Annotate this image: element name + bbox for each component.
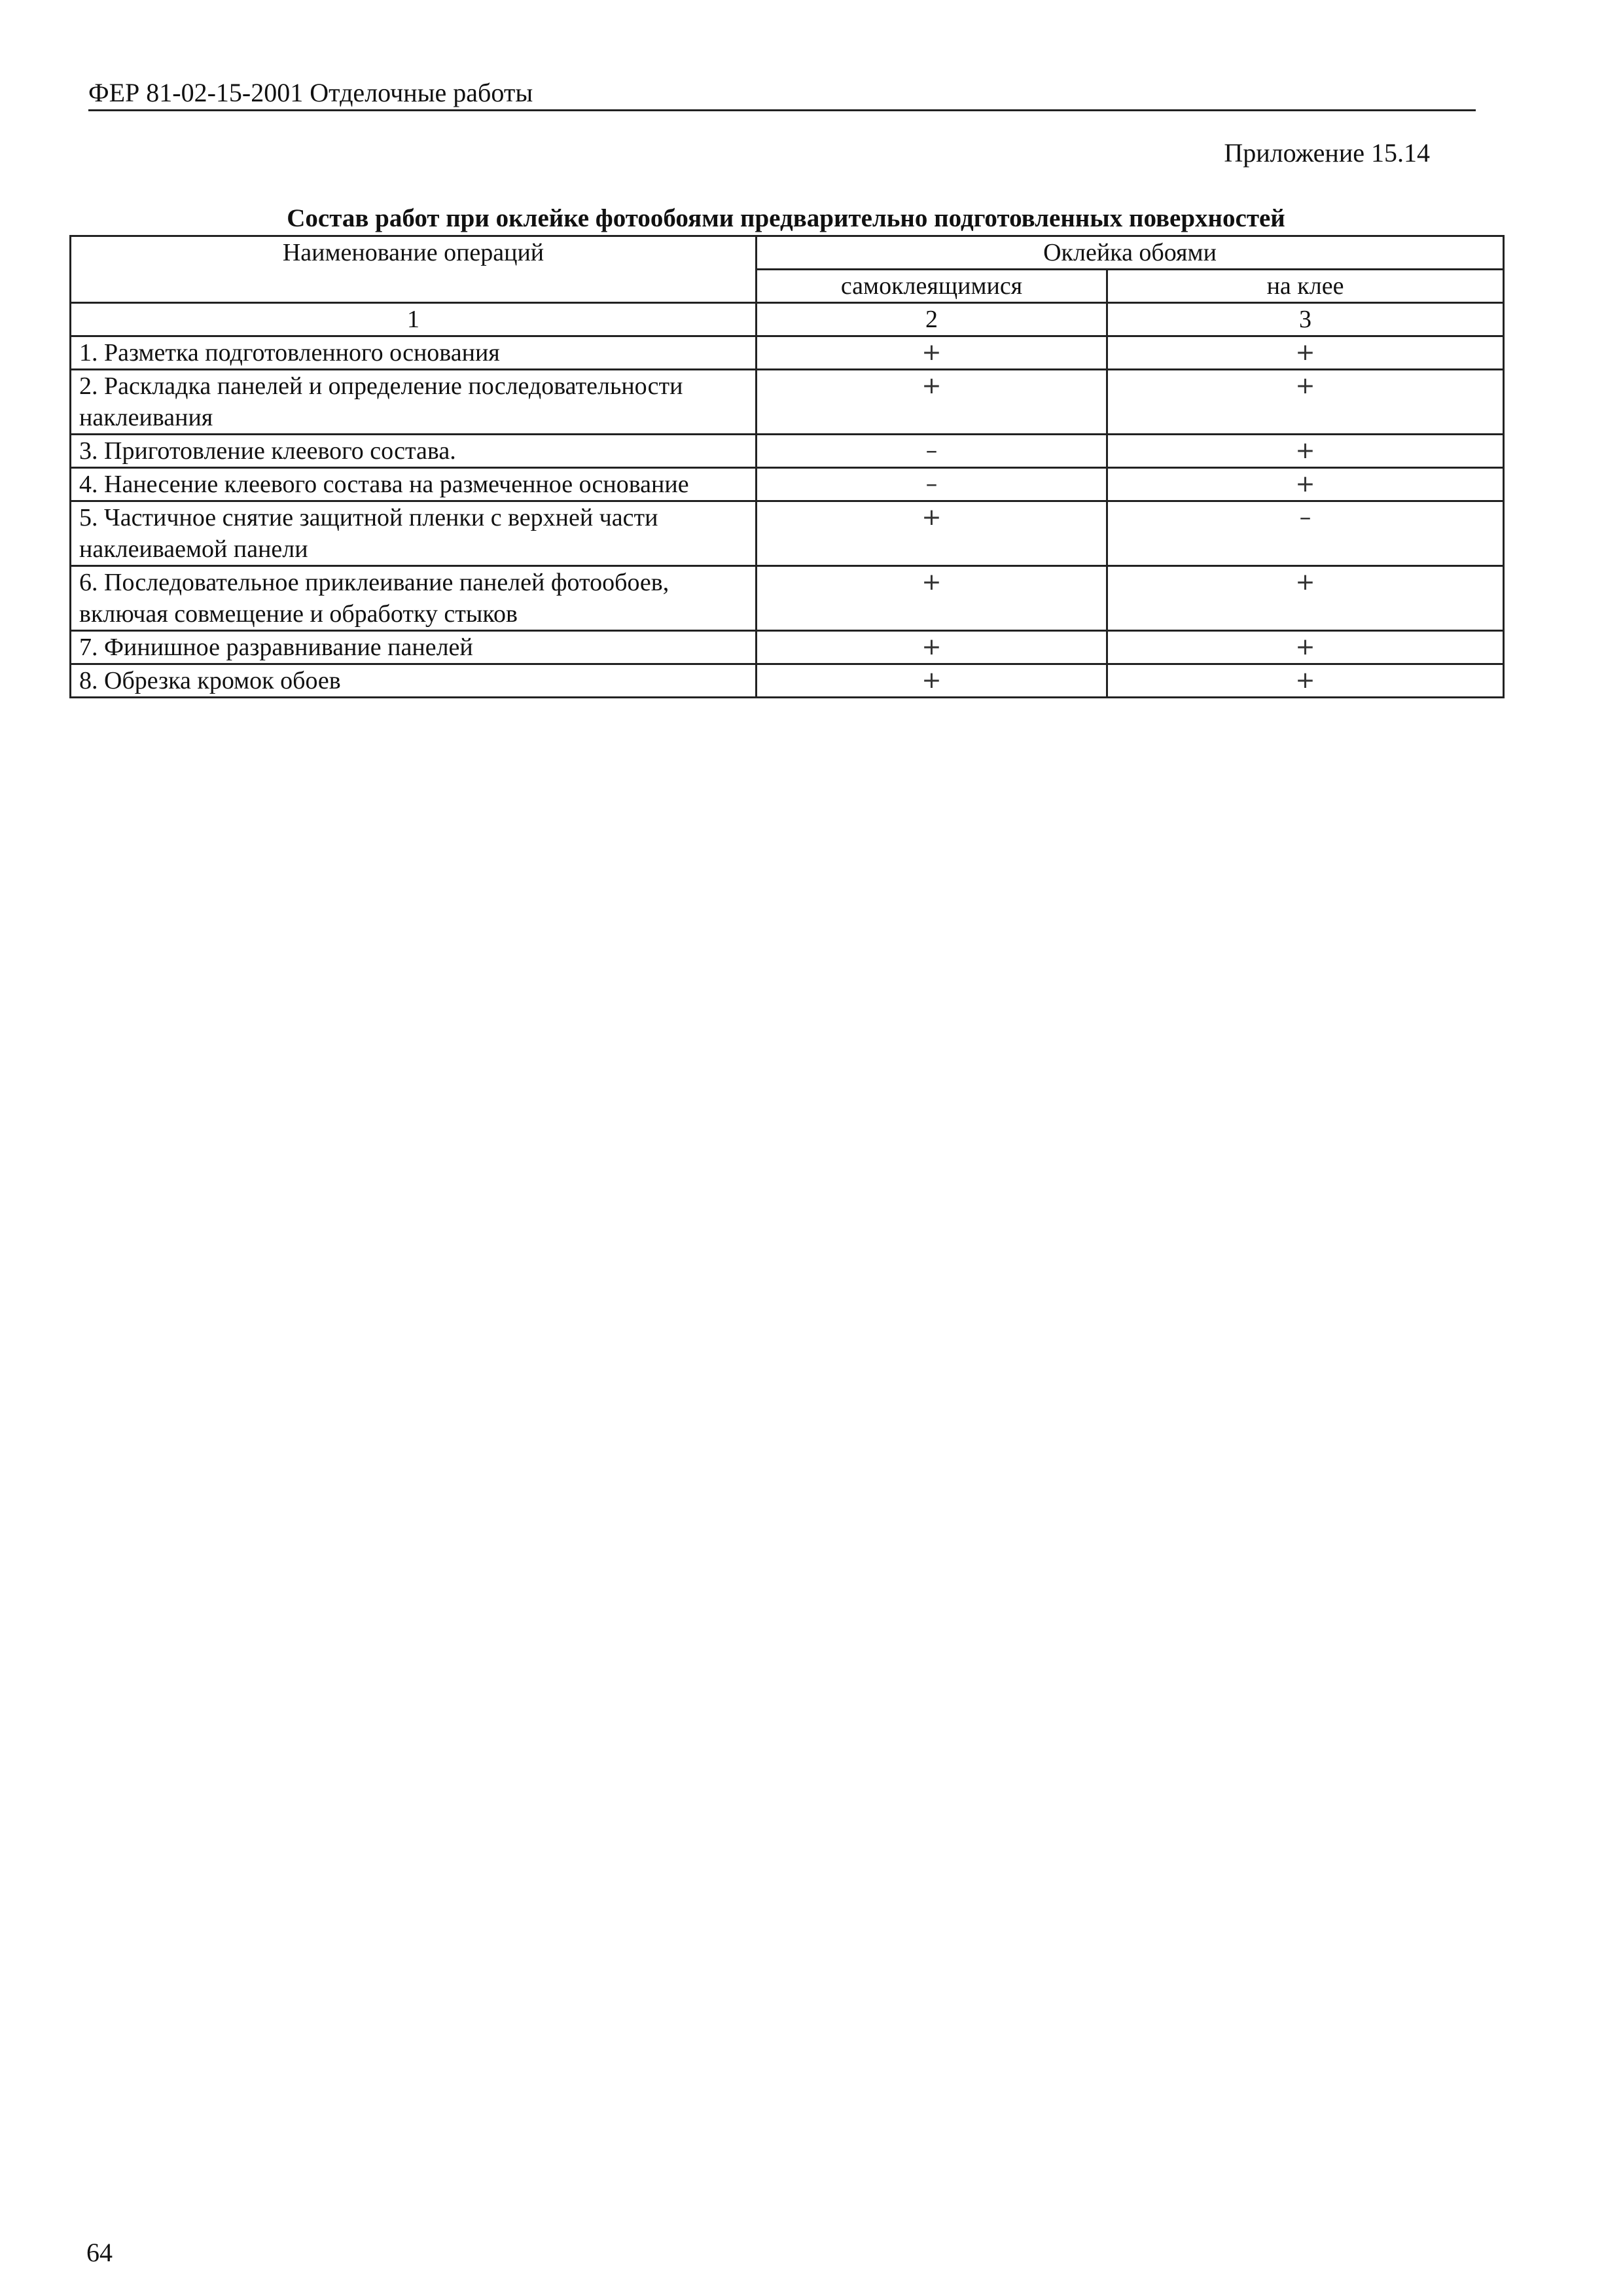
header-wallpaper-group: Оклейка обоями xyxy=(757,236,1504,270)
self-adhesive-mark: + xyxy=(757,370,1107,435)
glue-mark: + xyxy=(1107,435,1504,468)
column-number-2: 2 xyxy=(757,303,1107,336)
glue-mark: + xyxy=(1107,468,1504,501)
table-row xyxy=(71,468,1504,501)
self-adhesive-mark: + xyxy=(757,336,1107,370)
operation-name: 3. Приготовление клеевого состава. xyxy=(71,435,757,468)
operation-name: 8. Обрезка кромок обоев xyxy=(71,664,757,698)
glue-mark: + xyxy=(1107,664,1504,698)
glue-mark: + xyxy=(1107,566,1504,631)
operation-name: 6. Последовательное приклеивание панелей фотообоев, включая совмещение и обработку стыков xyxy=(71,566,757,631)
operations-table xyxy=(69,235,1505,698)
table-row xyxy=(71,631,1504,664)
self-adhesive-mark: + xyxy=(757,501,1107,566)
self-adhesive-mark: + xyxy=(757,664,1107,698)
table-row xyxy=(71,435,1504,468)
table-row xyxy=(71,664,1504,698)
operation-name: 4. Нанесение клеевого состава на размеченное основание xyxy=(71,468,757,501)
self-adhesive-mark: – xyxy=(757,468,1107,501)
glue-mark: + xyxy=(1107,370,1504,435)
running-header: ФЕР 81-02-15-2001 Отделочные работы xyxy=(88,78,533,107)
operation-name: 5. Частичное снятие защитной пленки с верхней части наклеиваемой панели xyxy=(71,501,757,566)
header-operations: Наименование операций xyxy=(71,236,757,303)
table-row xyxy=(71,370,1504,435)
header-rule xyxy=(88,109,1476,111)
table-title: Состав работ при оклейке фотообоями предварительно подготовленных поверхностей xyxy=(287,204,1285,232)
self-adhesive-mark: – xyxy=(757,435,1107,468)
self-adhesive-mark: + xyxy=(757,631,1107,664)
table-row xyxy=(71,501,1504,566)
column-number-3: 3 xyxy=(1107,303,1504,336)
glue-mark: – xyxy=(1107,501,1504,566)
glue-mark: + xyxy=(1107,631,1504,664)
operation-name: 1. Разметка подготовленного основания xyxy=(71,336,757,370)
column-number-1: 1 xyxy=(71,303,757,336)
page-number: 64 xyxy=(86,2238,113,2267)
table-row xyxy=(71,566,1504,631)
self-adhesive-mark: + xyxy=(757,566,1107,631)
appendix-label: Приложение 15.14 xyxy=(1224,138,1430,168)
header-glue: на клее xyxy=(1107,270,1504,303)
operation-name: 7. Финишное разравнивание панелей xyxy=(71,631,757,664)
glue-mark: + xyxy=(1107,336,1504,370)
header-self-adhesive: самоклеящимися xyxy=(757,270,1107,303)
table-row xyxy=(71,336,1504,370)
operation-name: 2. Раскладка панелей и определение последовательности наклеивания xyxy=(71,370,757,435)
